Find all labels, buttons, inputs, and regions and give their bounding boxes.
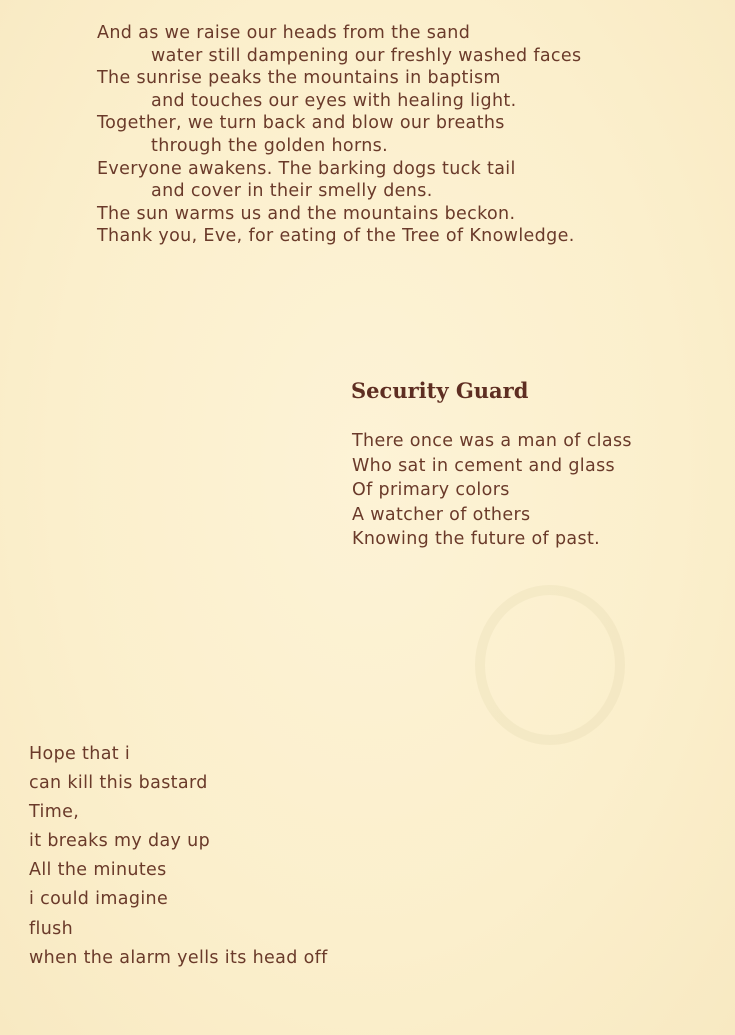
poem-time [29, 740, 328, 973]
poem-line: can kill this bastard [29, 773, 208, 794]
poem-line: All the minutes [29, 860, 167, 881]
poem-line: And as we raise our heads from the sand [97, 23, 471, 43]
poem-line: Hope that i [29, 744, 131, 764]
poem-line: water still dampening our freshly washed faces [151, 45, 582, 66]
poem-line: through the golden horns. [151, 135, 389, 156]
poem-line: Thank you, Eve, for eating of the Tree of Knowledge. [97, 226, 575, 247]
poem-line: There once was a man of class [352, 431, 632, 451]
poem-sunrise [97, 22, 581, 248]
poem-line: Together, we turn back and blow our breaths [97, 113, 505, 134]
poem-title: Security Guard [351, 378, 529, 403]
poem-line: Of primary colors [352, 480, 510, 501]
watermark-emblem [475, 585, 625, 745]
poem-line: Knowing the future of past. [352, 529, 601, 550]
poem-line: Everyone awakens. The barking dogs tuck tail [97, 158, 516, 179]
poem-line: i could imagine [29, 889, 169, 910]
poem-line: and touches our eyes with healing light. [151, 90, 517, 111]
poem-line: when the alarm yells its head off [29, 947, 328, 968]
poem-line: Who sat in cement and glass [352, 455, 616, 476]
poem-line: it breaks my day up [29, 831, 211, 852]
poem-line: The sunrise peaks the mountains in baptism [97, 68, 501, 89]
poem-line: and cover in their smelly dens. [151, 181, 433, 202]
poem-line: The sun warms us and the mountains beckon. [97, 203, 516, 224]
poem-security-guard [352, 429, 632, 552]
poem-line: Time, [29, 802, 80, 823]
poem-line: A watcher of others [352, 504, 531, 525]
poem-line: flush [29, 918, 74, 939]
